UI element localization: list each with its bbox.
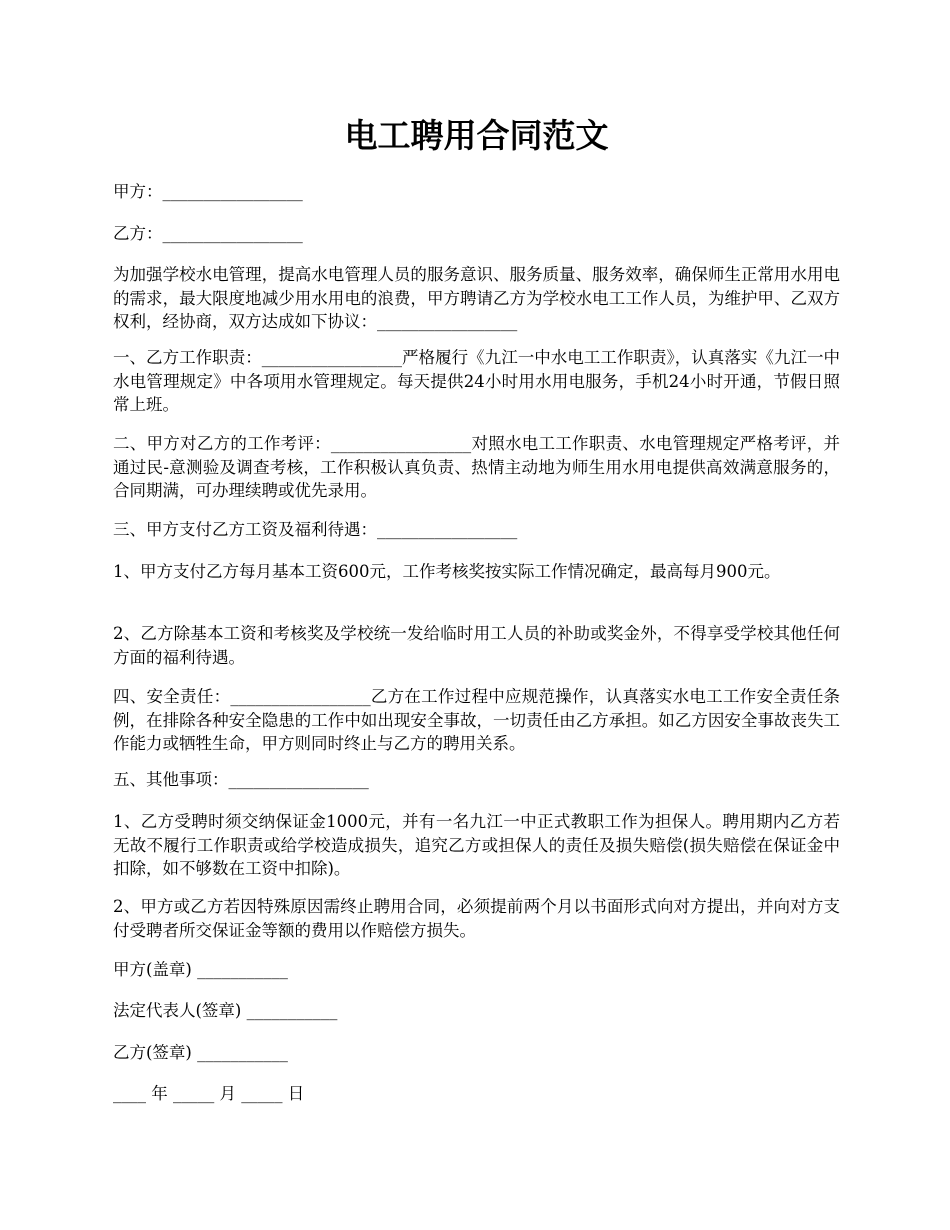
section-3-salary: 三、甲方支付乙方工资及福利待遇：_________________ — [113, 520, 518, 539]
section-5-item-1: 1、乙方受聘时须交纳保证金1000元，并有一名九江一中正式教职工作为担保人。聘用期内乙方若无故不履行工作职责或给学校造成损失，追究乙方或担保人的责任及损失赔偿(损失赔偿在保证金中扣除，如不够数在工资中扣除)。 — [113, 812, 840, 878]
party-a-line: 甲方：_________________ — [113, 182, 303, 201]
intro-paragraph: 为加强学校水电管理，提高水电管理人员的服务意识、服务质量、服务效率，确保师生正常用水用电的需求，最大限度地减少用水用电的浪费，甲方聘请乙方为学校水电工工作人员，为维护甲、乙双方权利，经协商，双方达成如下协议：_________________ — [113, 265, 840, 331]
section-5-item-2: 2、甲方或乙方若因特殊原因需终止聘用合同，必须提前两个月以书面形式向对方提出，并向对方支付受聘者所交保证金等额的费用以作赔偿方损失。 — [113, 897, 840, 940]
section-1-duties: 一、乙方工作职责：_________________严格履行《九江一中水电工工作职责》，认真落实《九江一中水电管理规定》中各项用水管理规定。每天提供24小时用水用电服务，手机24小时开通，节假日照常上班。 — [113, 348, 840, 414]
section-3-item-1: 1、甲方支付乙方每月基本工资600元，工作考核奖按实际工作情况确定，最高每月900元。 — [113, 562, 781, 581]
signature-party-b: 乙方(签章) ___________ — [113, 1043, 288, 1062]
section-4-safety: 四、安全责任：_________________乙方在工作过程中应规范操作，认真落实水电工工作安全责任条例，在排除各种安全隐患的工作中如出现安全事故，一切责任由乙方承担。如乙方因安全事故丧失工作能力或牺牲生命，甲方则同时终止与乙方的聘用关系。 — [113, 687, 840, 753]
party-b-line: 乙方：_________________ — [113, 224, 303, 243]
document-title: 电工聘用合同范文 — [344, 116, 609, 155]
signature-legal-representative: 法定代表人(签章) ___________ — [113, 1001, 338, 1020]
signature-party-a: 甲方(盖章) ___________ — [113, 960, 288, 979]
section-3-item-2: 2、乙方除基本工资和考核奖及学校统一发给临时用工人员的补助或奖金外，不得享受学校其他任何方面的福利待遇。 — [113, 624, 840, 667]
section-2-evaluation: 二、甲方对乙方的工作考评：_________________对照水电工工作职责、水电管理规定严格考评，并通过民-意测验及调查考核，工作积极认真负责、热情主动地为师生用水用电提供高效满意服务的，合同期满，可办理续聘或优先录用。 — [113, 434, 840, 500]
section-5-other: 五、其他事项：_________________ — [113, 770, 369, 789]
date-line: ____ 年 _____ 月 _____ 日 — [113, 1084, 305, 1103]
